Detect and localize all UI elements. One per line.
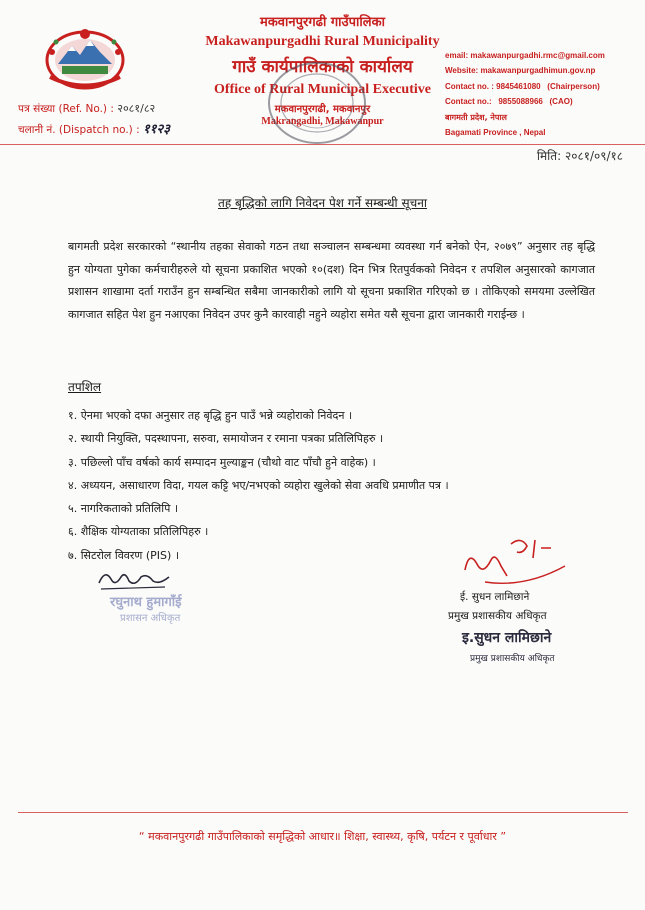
dispatch-number: चलानी नं. (Dispatch no.) : ११२३ [18, 122, 171, 137]
list-item: ७. सिटरोल विवरण (PIS) । [68, 548, 179, 562]
contact-chairperson: Contact no. : 9845461080 (Chairperson) [445, 82, 600, 91]
list-item: १. ऐनमा भएको दफा अनुसार तह बृद्धि हुन पाउँ भन्ने व्यहोराको निवेदन । [68, 409, 353, 422]
email-value[interactable]: makawanpurgadhi.rmc@gmail.com [470, 51, 605, 60]
notice-subject: तह बृद्धिको लागि निवेदन पेश गर्ने सम्बन्धी सूचना [218, 196, 427, 210]
footer-slogan: “ मकवानपुरगढी गाउँपालिकाको समृद्धिको आधार॥ शिक्षा, स्वास्थ्य, कृषि, पर्यटन र पूर्वाधार ” [138, 830, 507, 843]
office-name-english: Office of Rural Municipal Executive [214, 82, 431, 97]
contact-website: Website: makawanpurgadhimun.gov.np [445, 66, 596, 75]
reference-number: पत्र संख्या (Ref. No.) : २०८१/८२ [18, 102, 156, 115]
details-heading: तपशिल [68, 380, 102, 394]
province-english: Bagamati Province , Nepal [445, 128, 546, 137]
municipality-name-nepali: मकवानपुरगढी गाउँपालिका [260, 15, 385, 30]
signatory-stamp-name: इ.सुधन लामिछाने [462, 630, 552, 646]
province-nepali: बागमती प्रदेश, नेपाल [445, 113, 507, 122]
list-item: ५. नागरिकताको प्रतिलिपि । [68, 502, 179, 516]
signature-left-icon [95, 565, 175, 595]
office-name-nepali: गाउँ कार्यपालिकाको कार्यालय [232, 57, 413, 77]
signatory-name: ई. सुधन लामिछाने [460, 591, 530, 603]
footer-divider [18, 812, 628, 813]
office-seal-icon [262, 58, 372, 148]
contact-email: email: makawanpurgadhi.rmc@gmail.com [445, 51, 605, 60]
officer-stamp-left: रघुनाथ हुमागाँई प्रशासन अधिकृत [110, 595, 182, 624]
municipality-name-english: Makawanpurgadhi Rural Municipality [205, 34, 440, 49]
list-item: २. स्थायी नियुक्ति, पदस्थापना, सरुवा, समायोजन र रमाना पत्रका प्रतिलिपिहरु । [68, 432, 384, 446]
list-item: ३. पछिल्लो पाँच वर्षको कार्य सम्पादन मुल्याङ्कन (चौथो वाट पाँचौ हुने वाहेक) । [68, 455, 376, 469]
website-value[interactable]: makawanpurgadhimun.gov.np [480, 66, 596, 75]
list-item: ६. शैक्षिक योग्यताका प्रतिलिपिहरु । [68, 525, 209, 539]
list-item: ४. अध्ययन, असाधारण विदा, गयल कट्टि भए/नभएको व्यहोरा खुलेको सेवा अवधि प्रमाणीत पत्र । [68, 478, 449, 492]
body-paragraph: बागमती प्रदेश सरकारको “स्थानीय तहका सेवाको गठन तथा सञ्चालन सम्बन्धमा व्यवस्था गर्न बनेको ऐन, २०७९” अनुसार तह बृद्धि हुन योग्यता पुगेका कर्मचारीहरुले यो सूचना प्रकाशित भएको १०(दश) दिन भित्र रितपुर्वकको निवेदन र तपशिल अनुसारको कागजात प्रशासन शाखामा दर्ता गराउँन हुन सम्बन्धित सबैमा जानकारीको लागि यो सूचना प्रकाशित गरिएको छ । तोकिएको समयमा उल्लेखित कागजात सहित पेश हुन नआएका निवेदन उपर कुनै कारवाही नहुने व्यहोरा समेत यसै सूचना द्वारा जानकारी गराईन्छ । [68, 240, 595, 321]
address-english: Makrangadhi, Makawanpur [261, 116, 384, 127]
contact-cao: Contact no.: 9855088966 (CAO) [445, 97, 573, 106]
signature-right-icon [455, 530, 575, 595]
date-line: मिति: २०८१/०९/१८ [536, 149, 623, 163]
signatory-stamp-title: प्रमुख प्रशासकीय अधिकृत [470, 654, 555, 664]
address-nepali: मकवानपुरगढी, मकवानपुर [274, 104, 371, 115]
header-divider [0, 144, 645, 145]
signatory-title: प्रमुख प्रशासकीय अधिकृत [448, 610, 547, 622]
